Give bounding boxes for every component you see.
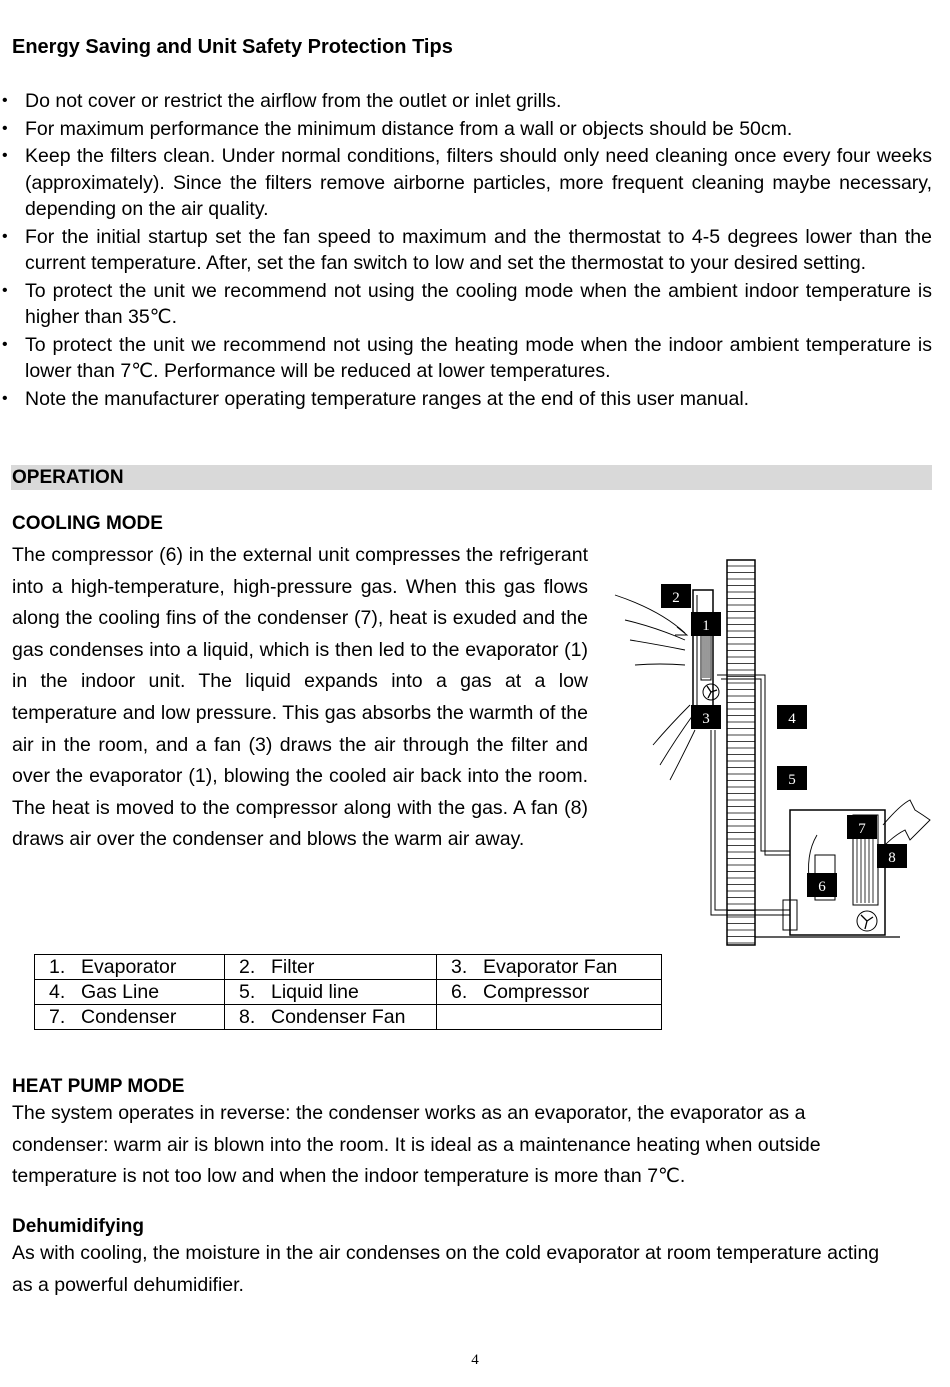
intake-airflow — [615, 595, 695, 780]
part-number: 7. — [49, 1006, 66, 1028]
wall — [727, 560, 755, 945]
cooling-mode-text: The compressor (6) in the external unit compresses the refrigerant into a high-temperature, high-pressure gas. When this gas flows along the cooling fins of the condenser (7), heat is exuded and the gas condenses into a liquid, which is then led to the evaporator (1) in the indoor unit. The liquid expands into a gas at a low temperature and low pressure. This gas absorbs the warmth of the air in the room, and a fan (3) draws the air through the filter and over the evaporator (1), blowing the cooled air back into the room. The heat is moved to the compressor along with the gas. A fan (8) draws air over the condenser and blows the warm air away. — [12, 544, 588, 851]
bullet: • — [2, 281, 8, 299]
part-name: Evaporator Fan — [483, 956, 618, 978]
part-number: 5. — [239, 981, 256, 1003]
bullet: • — [2, 147, 8, 164]
label-7-text: 7 — [858, 821, 866, 837]
table-cell — [35, 955, 225, 980]
bullet: • — [2, 335, 8, 353]
tip-item — [0, 116, 932, 143]
tip-text: Note the manufacturer operating temperature ranges at the end of this user manual. — [25, 387, 750, 410]
label-1-text: 1 — [702, 618, 710, 634]
part-number: 3. — [451, 956, 468, 978]
table-row — [35, 1005, 662, 1030]
label-4-text: 4 — [788, 711, 796, 727]
part-number: 4. — [49, 981, 66, 1003]
part-number: 1. — [49, 956, 66, 978]
cooling-mode-heading: COOLING MODE — [12, 513, 163, 534]
table-cell — [437, 955, 662, 980]
parts-legend-table — [34, 954, 662, 1030]
label-5-text: 5 — [788, 772, 796, 788]
tip-text: For maximum performance the minimum distance from a wall or objects should be 50cm. — [25, 117, 793, 140]
tip-text: To protect the unit we recommend not using the heating mode when the indoor ambient temperature is lower than 7℃. Performance will be reduced at lower temperatures. — [25, 333, 932, 382]
part-number: 8. — [239, 1006, 256, 1028]
tip-item — [0, 88, 932, 115]
label-5 — [777, 766, 807, 790]
table-cell — [437, 980, 662, 1005]
table-cell — [35, 980, 225, 1005]
table-row — [35, 980, 662, 1005]
label-2-text: 2 — [672, 590, 680, 606]
part-name: Condenser Fan — [271, 1006, 406, 1028]
page-number: 4 — [471, 1352, 479, 1368]
dehumidifying-text: As with cooling, the moisture in the air condenses on the cold evaporator at room temperature acting as a powerful dehumidifier. — [12, 1242, 880, 1296]
heat-pump-heading: HEAT PUMP MODE — [12, 1076, 185, 1097]
part-name: Compressor — [483, 981, 590, 1003]
table-cell — [225, 980, 437, 1005]
dehumidifying-heading: Dehumidifying — [12, 1216, 144, 1237]
tip-text: Do not cover or restrict the airflow from the outlet or inlet grills. — [25, 90, 562, 112]
operation-heading: OPERATION — [12, 467, 124, 488]
part-name: Condenser — [81, 1006, 177, 1028]
tip-item — [0, 332, 932, 385]
indoor-unit — [693, 590, 719, 725]
tip-item — [0, 386, 932, 413]
label-8-text: 8 — [888, 850, 896, 866]
label-4 — [777, 705, 807, 729]
table-cell — [35, 1005, 225, 1030]
tip-text: To protect the unit we recommend not using the cooling mode when the ambient indoor temperature is higher than 35℃. — [25, 279, 932, 328]
tip-text: For the initial startup set the fan speed to maximum and the thermostat to 4-5 degrees lower than the current temperature. After, set the fan switch to low and set the thermostat to your desired setting. — [25, 225, 932, 274]
tip-item — [0, 224, 932, 277]
part-name: Liquid line — [271, 981, 359, 1003]
tip-text: Keep the filters clean. Under normal conditions, filters should only need cleaning once every four weeks (approximately). Since the filters remove airborne particles, more frequent cleaning maybe necessary, depending on the air quality. — [25, 145, 932, 220]
bullet: • — [2, 227, 8, 245]
table-cell — [225, 955, 437, 980]
part-name: Filter — [271, 956, 315, 978]
part-name: Evaporator — [81, 956, 177, 978]
label-6-text: 6 — [818, 879, 826, 895]
part-number: 2. — [239, 956, 256, 978]
table-cell — [437, 1005, 662, 1030]
label-2 — [661, 584, 691, 608]
heat-pump-text: The system operates in reverse: the condenser works as an evaporator, the evaporator as a condenser: warm air is blown into the room. It is ideal as a maintenance heating when outside temperature is not too low and when the indoor temperature is more than 7℃. — [12, 1102, 821, 1188]
label-6 — [807, 873, 837, 897]
bullet: • — [2, 92, 8, 109]
label-8 — [877, 844, 907, 868]
tip-item — [0, 143, 932, 223]
table-cell — [225, 1005, 437, 1030]
refrigeration-diagram — [605, 555, 935, 955]
label-3-text: 3 — [702, 711, 710, 727]
table-row — [35, 955, 662, 980]
bullet: • — [2, 389, 8, 407]
label-3 — [691, 705, 721, 729]
label-7 — [847, 815, 877, 839]
tips-list — [0, 88, 932, 413]
part-number: 6. — [451, 981, 468, 1003]
operation-section-bar — [11, 465, 932, 490]
tip-item — [0, 278, 932, 331]
bullet: • — [2, 119, 8, 137]
label-1 — [691, 612, 721, 636]
page-title: Energy Saving and Unit Safety Protection Tips — [12, 36, 453, 58]
part-name: Gas Line — [81, 981, 160, 1003]
